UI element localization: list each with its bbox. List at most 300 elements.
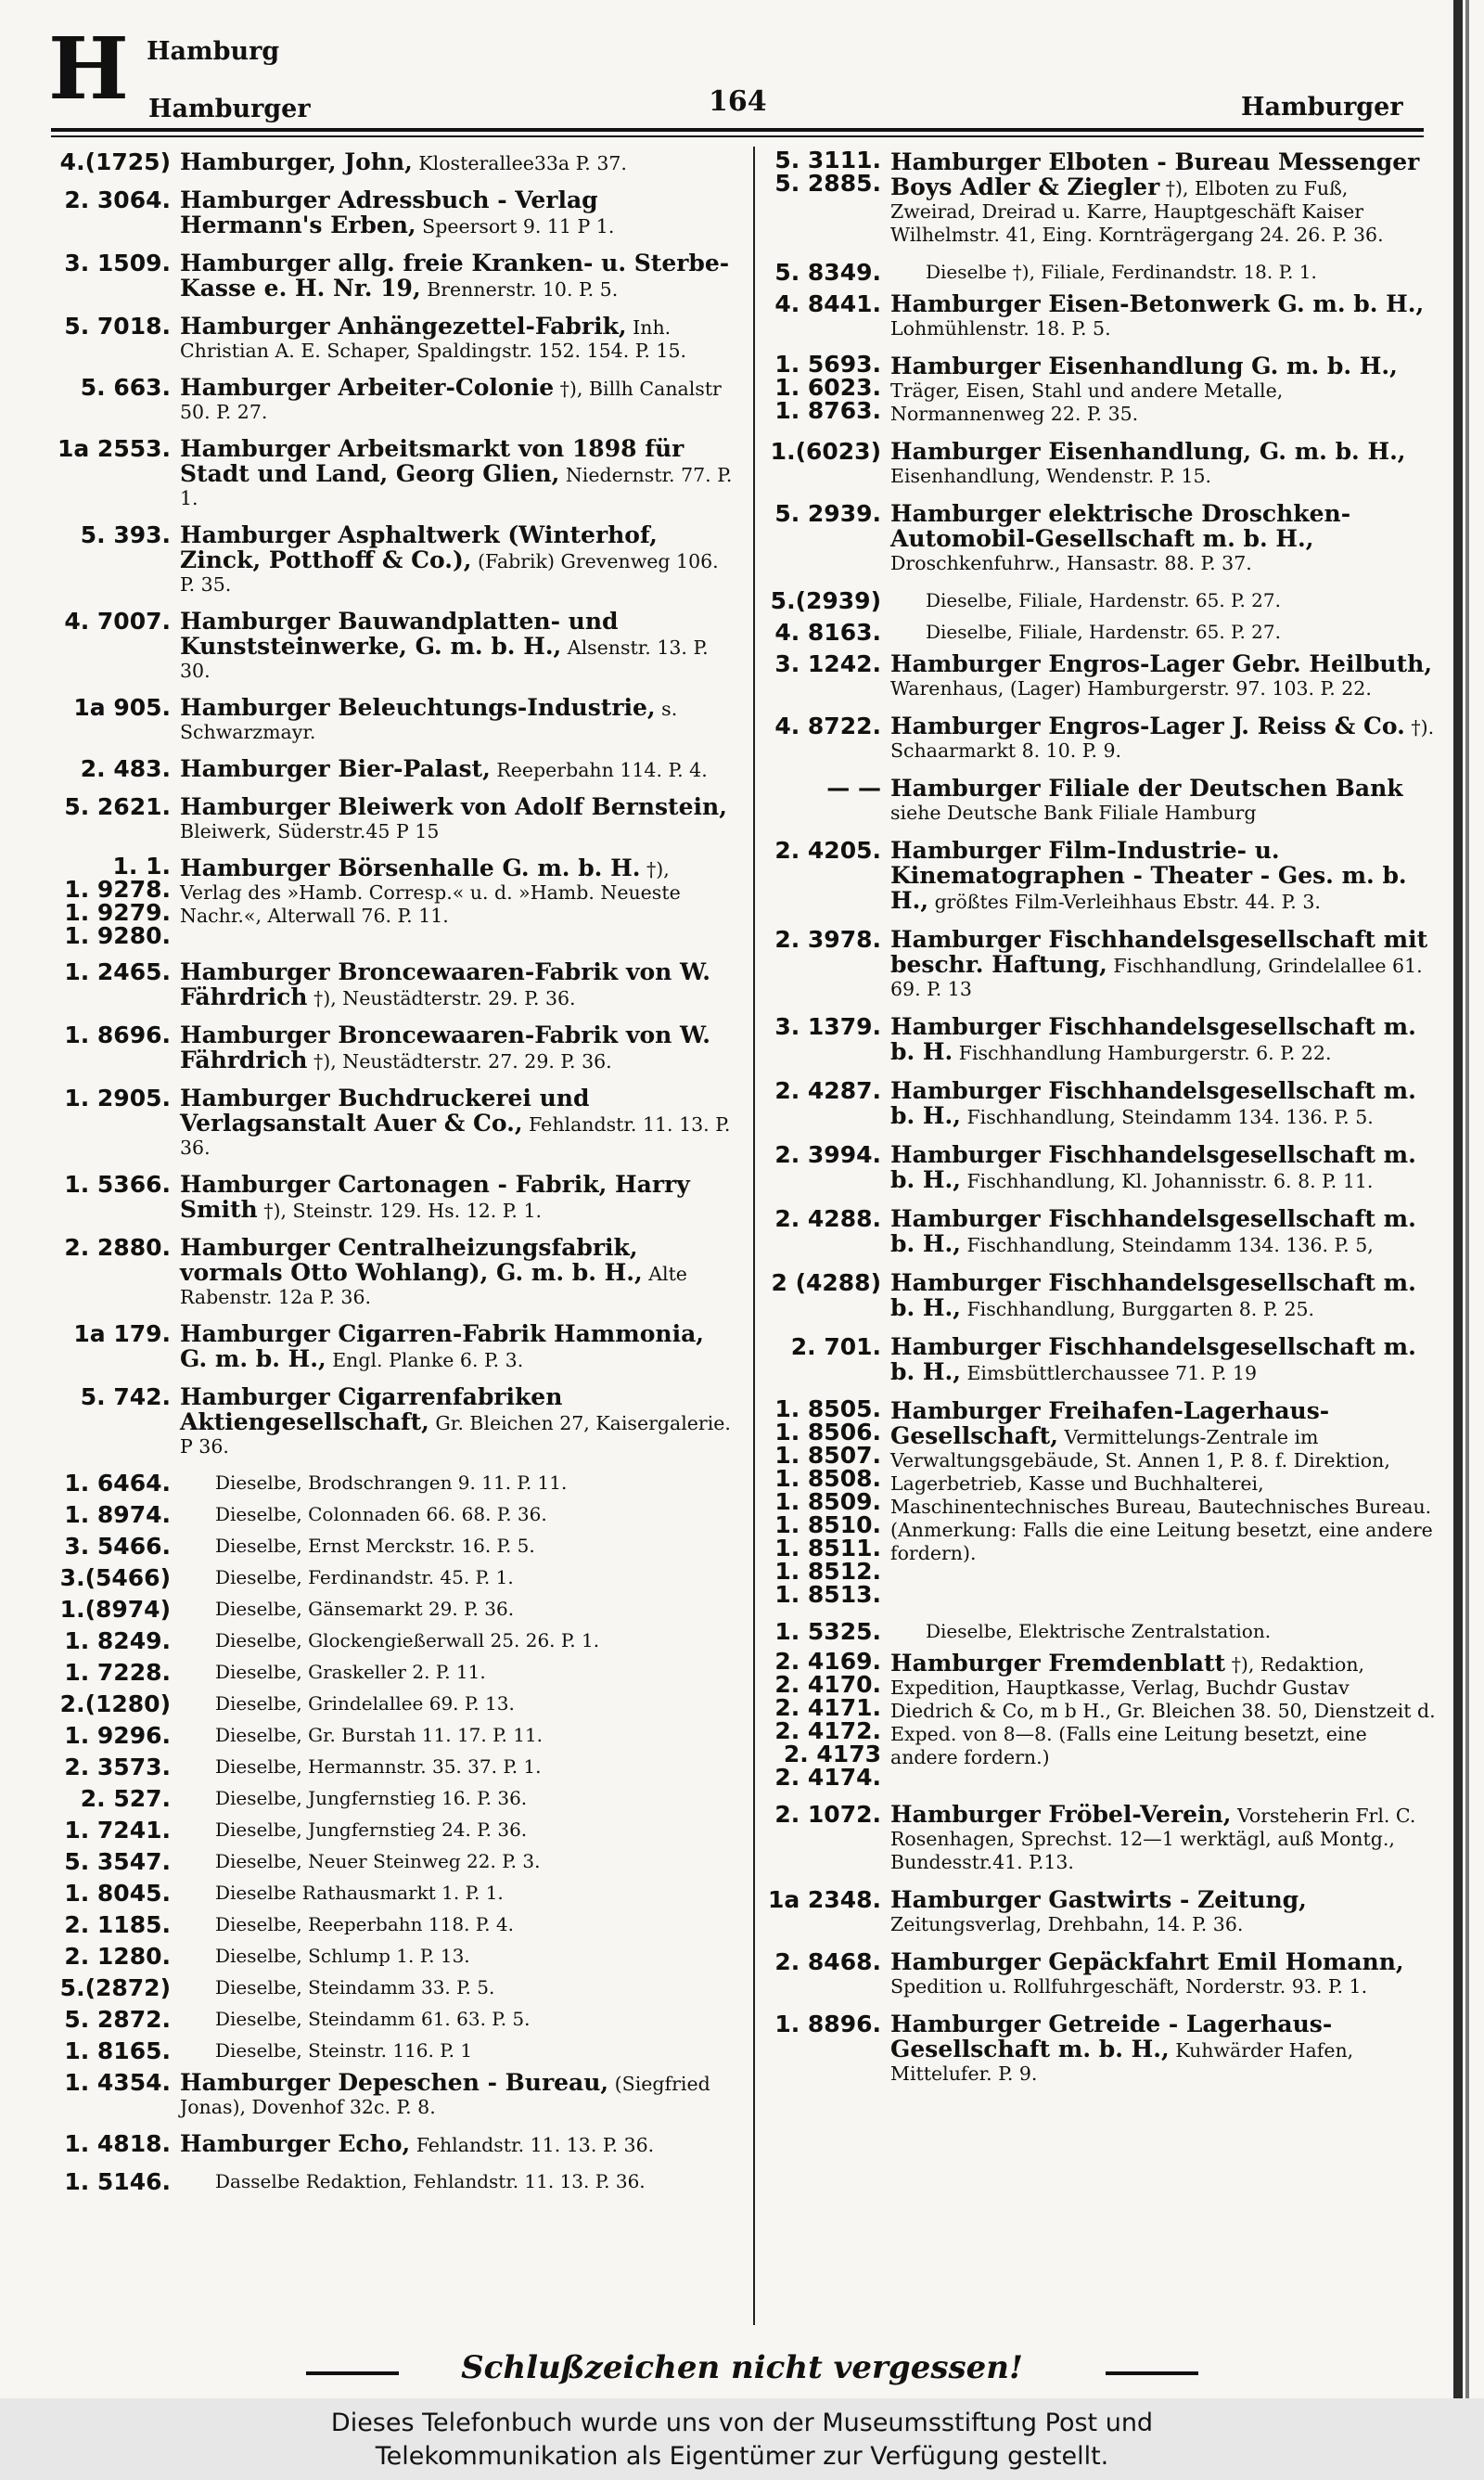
directory-entry: [48, 1943, 735, 1968]
phone-number: 4. 8163.: [774, 619, 881, 646]
entry-text: [215, 1470, 735, 1495]
entry-details: Dieselbe, Elektrische Zentralstation.: [926, 1620, 1272, 1642]
entry-details: Dieselbe, Steindamm 33. P. 5.: [215, 1976, 495, 1998]
phone-number: 5.(2939): [770, 587, 881, 614]
phone-number: 1. 4818.: [64, 2130, 171, 2157]
entry-name: Hamburger Fröbel-Verein,: [890, 1801, 1232, 1828]
entry-text: [180, 694, 735, 744]
entry-name: Hamburger Börsenhalle G. m. b. H.: [180, 855, 641, 881]
directory-entry: [48, 1022, 735, 1073]
phone-number: 1a 905.: [73, 694, 171, 721]
entry-details: siehe Deutsche Bank Filiale Hamburg: [890, 802, 1257, 824]
entry-details: Dieselbe, Ernst Merckstr. 16. P. 5.: [215, 1535, 535, 1557]
directory-entry: [48, 521, 735, 597]
entry-text: [180, 958, 735, 1010]
directory-entry: [759, 1205, 1436, 1257]
entry-name: Hamburger Cigarren-Fabrik Hammonia, G. m. b. H.,: [180, 1320, 704, 1372]
directory-entry: [48, 755, 735, 782]
entry-name: Hamburger Centralheizungsfabrik, vormals Otto Wohlang), G. m. b. H.,: [180, 1234, 643, 1286]
directory-entry: [48, 793, 735, 843]
header-place: Hamburg: [147, 37, 280, 66]
phone-number: 5. 8349.: [774, 259, 881, 286]
entry-text: [890, 1205, 1436, 1257]
phone-number: 3. 1379.: [774, 1013, 881, 1040]
phone-number: 1. 2465.: [64, 958, 171, 985]
entry-details: Dieselbe, Filiale, Hardenstr. 65. P. 27.: [926, 621, 1281, 643]
entry-details: Fehlandstr. 11. 13. P. 36.: [180, 1113, 731, 1159]
entry-text: [180, 313, 735, 363]
entry-name: Hamburger Fischhandelsgesellschaft m. b. H.: [890, 1013, 1416, 1065]
directory-entry: [759, 500, 1436, 575]
entry-text: [215, 1722, 735, 1747]
entry-details: Klosterallee33a P. 37.: [418, 152, 627, 174]
entry-text: [890, 1269, 1436, 1321]
directory-entry: [48, 855, 735, 947]
entry-name: Hamburger Eisen-Betonwerk G. m. b. H.,: [890, 290, 1425, 317]
entry-text: [890, 1948, 1436, 1998]
entry-name: Hamburger Bier-Palast,: [180, 755, 491, 782]
entry-text: [215, 2168, 735, 2193]
directory-entry: [48, 1848, 735, 1873]
directory-entry: [759, 259, 1436, 284]
entry-details: Inh. Christian A. E. Schaper, Spaldingstr. 152. 154. P. 15.: [180, 316, 687, 362]
entry-details: Droschkenfuhrw., Hansastr. 88. P. 37.: [890, 552, 1252, 574]
entry-text: [890, 1397, 1436, 1565]
entry-details: Reeperbahn 114. P. 4.: [496, 759, 708, 781]
entry-text: [180, 1171, 735, 1223]
directory-entry: [759, 713, 1436, 763]
right-column: [759, 148, 1436, 2098]
entry-name: Hamburger Engros-Lager Gebr. Heilbuth,: [890, 650, 1433, 677]
directory-entry: [759, 1650, 1436, 1789]
entry-details: Speersort 9. 11 P 1.: [422, 215, 615, 238]
directory-entry: [48, 1171, 735, 1223]
phone-number: 1. 8165.: [64, 2037, 171, 2064]
phone-number: 2. 527.: [80, 1785, 171, 1812]
entry-name: Hamburger allg. freie Kranken- u. Sterbe-Kasse e. H. Nr. 19,: [180, 250, 730, 302]
entry-details: Fehlandstr. 11. 13. P. 36.: [416, 2134, 655, 2156]
entry-name: Hamburger Elboten - Bureau Messenger Boys Adler & Ziegler: [890, 148, 1420, 200]
entry-text: [215, 1817, 735, 1842]
entry-details: Dieselbe, Gänsemarkt 29. P. 36.: [215, 1598, 515, 1620]
entry-name: Hamburger Eisenhandlung, G. m. b. H.,: [890, 438, 1406, 465]
entry-details: Dieselbe †), Filiale, Ferdinandstr. 18. P. 1.: [926, 261, 1317, 283]
entry-text: [180, 521, 735, 597]
directory-entry: [759, 353, 1436, 426]
entry-details: Dieselbe, Gr. Burstah 11. 17. P. 11.: [215, 1724, 544, 1746]
closing-reminder: Schlußzeichen nicht vergessen!: [461, 2349, 1023, 2386]
directory-entry: [759, 148, 1436, 247]
directory-entry: [48, 1785, 735, 1810]
phone-number: 4. 7007.: [64, 608, 171, 635]
directory-entry: [759, 1886, 1436, 1936]
entry-name: Hamburger Fischhandelsgesellschaft m. b. H.,: [890, 1333, 1416, 1385]
phone-number: 3. 1509.: [64, 250, 171, 276]
directory-entry: [759, 1269, 1436, 1321]
entry-details: Dieselbe, Ferdinandstr. 45. P. 1.: [215, 1566, 514, 1588]
entry-details: Dieselbe, Graskeller 2. P. 11.: [215, 1661, 486, 1683]
entry-name: Hamburger Fischhandelsgesellschaft m. b. H.,: [890, 1205, 1416, 1257]
entry-name: Hamburger, John,: [180, 148, 413, 175]
entry-details: Dieselbe Rathausmarkt 1. P. 1.: [215, 1882, 504, 1904]
page-edge-shadow-inner: [1465, 0, 1469, 2398]
directory-entry: [48, 1320, 735, 1372]
header-rule: [51, 128, 1424, 132]
entry-details: Dieselbe, Steindamm 61. 63. P. 5.: [215, 2008, 531, 2030]
entry-name: Hamburger Gepäckfahrt Emil Homann,: [890, 1948, 1404, 1975]
phone-number: 2. 483.: [80, 755, 171, 782]
phone-number: 1a 2553.: [57, 435, 171, 462]
directory-entry: [48, 1470, 735, 1495]
entry-details: Engl. Planke 6. P. 3.: [332, 1349, 524, 1371]
entry-details: Zeitungsverlag, Drehbahn, 14. P. 36.: [890, 1913, 1244, 1935]
phone-number: 1. 2905.: [64, 1085, 171, 1112]
phone-number: 2. 8468.: [774, 1948, 881, 1975]
entry-text: [890, 650, 1436, 700]
entry-details: Dieselbe, Jungfernstieg 16. P. 36.: [215, 1787, 528, 1809]
phone-number: 5. 663.: [80, 374, 171, 401]
directory-entry: [48, 250, 735, 302]
directory-entry: [759, 1141, 1436, 1193]
entry-text: [926, 1618, 1436, 1643]
entry-details: Fischhandlung, Kl. Johannisstr. 6. 8. P. 11.: [966, 1170, 1374, 1192]
phone-number: 3.(5466): [59, 1564, 171, 1591]
entry-details: (Siegfried Jonas), Dovenhof 32c. P. 8.: [180, 2073, 710, 2118]
entry-name: Hamburger Adressbuch - Verlag Hermann's Erben,: [180, 186, 598, 238]
entry-text: [890, 500, 1436, 575]
phone-number: 1. 1. 1. 9278. 1. 9279. 1. 9280.: [64, 853, 171, 949]
phone-number: 1. 5325.: [774, 1618, 881, 1645]
entry-text: [215, 1690, 735, 1715]
phone-number: 1.(6023): [770, 438, 881, 465]
phone-number: — —: [826, 775, 881, 802]
directory-entry: [48, 1234, 735, 1309]
phone-number: 5. 3111. 5. 2885.: [774, 147, 881, 197]
directory-entry: [759, 1333, 1436, 1385]
page-number: 164: [709, 85, 767, 118]
entry-details: †), Neustädterstr. 29. P. 36.: [313, 987, 576, 1009]
entry-name: Hamburger Arbeitsmarkt von 1898 für Stadt und Land, Georg Glien,: [180, 435, 684, 487]
phone-number: 4.(1725): [59, 148, 171, 175]
phone-number: 4. 8441.: [774, 290, 881, 317]
phone-number: 1. 8696.: [64, 1022, 171, 1048]
phone-number: 5. 2872.: [64, 2006, 171, 2033]
directory-entry: [759, 775, 1436, 825]
entry-name: Hamburger Cigarrenfabriken Aktiengesellschaft,: [180, 1383, 563, 1435]
phone-number: 2.(1280): [59, 1690, 171, 1717]
phone-number: 1. 7228.: [64, 1659, 171, 1686]
credit-line-1: Dieses Telefonbuch wurde uns von der Museumsstiftung Post und: [330, 2409, 1154, 2437]
phone-number: 2. 701.: [790, 1333, 881, 1360]
page-edge-shadow: [1453, 0, 1463, 2398]
phone-number: 2. 4287.: [774, 1077, 881, 1104]
entry-details: Fischhandlung Hamburgerstr. 6. P. 22.: [958, 1042, 1332, 1064]
phone-number: 2. 4205.: [774, 837, 881, 864]
entry-text: [890, 1650, 1436, 1769]
entry-name: Hamburger Beleuchtungs-Industrie,: [180, 694, 656, 721]
entry-details: †), Steinstr. 129. Hs. 12. P. 1.: [263, 1200, 542, 1222]
directory-entry: [48, 1690, 735, 1715]
phone-number: 4. 8722.: [774, 713, 881, 739]
entry-details: (Fabrik) Grevenweg 106. P. 35.: [180, 550, 719, 596]
entry-text: [890, 1333, 1436, 1385]
entry-text: [180, 755, 735, 782]
entry-text: [180, 1085, 735, 1160]
phone-number: 1. 9296.: [64, 1722, 171, 1749]
phone-number: 5.(2872): [59, 1974, 171, 2001]
entry-name: Hamburger Getreide - Lagerhaus-Gesellschaft m. b. H.,: [890, 2011, 1333, 2062]
directory-entry: [759, 438, 1436, 488]
entry-text: [215, 1501, 735, 1526]
entry-details: Spedition u. Rollfuhrgeschäft, Norderstr. 93. P. 1.: [890, 1975, 1368, 1998]
directory-entry: [48, 1383, 735, 1458]
entry-text: [180, 186, 735, 238]
entry-text: [180, 1022, 735, 1073]
phone-number: 1. 8045.: [64, 1880, 171, 1907]
entry-text: [215, 1754, 735, 1779]
entry-details: †), Neustädterstr. 27. 29. P. 36.: [313, 1050, 612, 1073]
entry-name: Hamburger Depeschen - Bureau,: [180, 2069, 609, 2096]
directory-entry: [48, 1627, 735, 1652]
directory-entry: [48, 2069, 735, 2119]
entry-details: Dieselbe, Hermannstr. 35. 37. P. 1.: [215, 1755, 542, 1778]
entry-name: Hamburger Echo,: [180, 2130, 411, 2157]
phone-number: 5. 2939.: [774, 500, 881, 527]
header-last-entry: Hamburger: [1241, 93, 1403, 122]
phone-number: 2. 3994.: [774, 1141, 881, 1168]
directory-entry: [48, 2130, 735, 2157]
directory-entry: [48, 313, 735, 363]
entry-name: Hamburger Engros-Lager J. Reiss & Co.: [890, 713, 1405, 739]
entry-text: [215, 1785, 735, 1810]
entry-details: Brennerstr. 10. P. 5.: [427, 278, 619, 301]
phone-number: 1. 8249.: [64, 1627, 171, 1654]
phone-number: 2. 4169. 2. 4170. 2. 4171. 2. 4172. 2. 4173 2. 4174.: [774, 1648, 881, 1791]
directory-entry: [48, 1085, 735, 1160]
phone-number: 1. 8896.: [774, 2011, 881, 2037]
entry-details: Dieselbe, Steinstr. 116. P. 1: [215, 2039, 473, 2062]
entry-details: Alte Rabenstr. 12a P. 36.: [180, 1263, 687, 1308]
entry-text: [215, 1596, 735, 1621]
entry-details: Lohmühlenstr. 18. P. 5.: [890, 317, 1111, 340]
entry-text: [890, 1141, 1436, 1193]
phone-number: 1. 7241.: [64, 1817, 171, 1844]
entry-details: Dieselbe, Neuer Steinweg 22. P. 3.: [215, 1850, 541, 1872]
directory-entry: [48, 1974, 735, 1999]
directory-entry: [759, 1801, 1436, 1874]
directory-entry: [48, 2037, 735, 2062]
entry-name: Hamburger Bauwandplatten- und Kunststeinwerke, G. m. b. H.,: [180, 608, 619, 660]
entry-details: †), Verlag des »Hamb. Corresp.« u. d. »Hamb. Neueste Nachr.«, Alterwall 76. P. 11.: [180, 858, 681, 927]
entry-details: Kuhwärder Hafen, Mittelufer. P. 9.: [890, 2039, 1354, 2085]
entry-text: [215, 2037, 735, 2062]
phone-number: 1a 2348.: [767, 1886, 881, 1913]
entry-details: †). Schaarmarkt 8. 10. P. 9.: [890, 716, 1435, 762]
phone-number: 5. 7018.: [64, 313, 171, 340]
entry-text: [890, 353, 1436, 426]
directory-entry: [48, 1564, 735, 1589]
directory-entry: [759, 2011, 1436, 2086]
entry-text: [215, 2006, 735, 2031]
phone-number: 1. 6464.: [64, 1470, 171, 1497]
entry-text: [180, 793, 735, 843]
directory-entry: [48, 2006, 735, 2031]
phone-number: 1. 8505. 1. 8506. 1. 8507. 1. 8508. 1. 8509. 1. 8510. 1. 8511. 1. 8512. 1. 8513.: [774, 1395, 881, 1608]
entry-name: Hamburger Broncewaaren-Fabrik von W. Fährdrich: [180, 1022, 710, 1073]
entry-text: [180, 608, 735, 683]
entry-name: Hamburger Bleiwerk von Adolf Bernstein,: [180, 793, 727, 820]
directory-entry: [48, 374, 735, 424]
entry-details: Niedernstr. 77. P. 1.: [180, 464, 733, 509]
entry-details: Dieselbe, Grindelallee 69. P. 13.: [215, 1692, 515, 1715]
directory-entry: [48, 1880, 735, 1905]
phone-number: 3. 1242.: [774, 650, 881, 677]
entry-name: Hamburger elektrische Droschken-Automobil-Gesellschaft m. b. H.,: [890, 500, 1351, 552]
directory-entry: [759, 837, 1436, 914]
entry-details: Dieselbe, Colonnaden 66. 68. P. 36.: [215, 1503, 547, 1525]
phone-number: 3. 5466.: [64, 1533, 171, 1560]
entry-text: [180, 1320, 735, 1372]
phone-number: 1. 8974.: [64, 1501, 171, 1528]
entry-details: Fischhandlung, Grindelallee 61. 69. P. 13: [890, 955, 1423, 1000]
entry-name: Hamburger Cartonagen - Fabrik, Harry Smith: [180, 1171, 690, 1223]
entry-details: Dieselbe, Glockengießerwall 25. 26. P. 1.: [215, 1629, 600, 1651]
phone-number: 2. 2880.: [64, 1234, 171, 1261]
entry-details: Träger, Eisen, Stahl und andere Metalle, Normannenweg 22. P. 35.: [890, 379, 1284, 425]
section-letter: H: [48, 19, 129, 119]
entry-details: †), Elboten zu Fuß, Zweirad, Dreirad u. Karre, Hauptgeschäft Kaiser Wilhelmstr. 41, Eing. Kornträgergang 24. 26. P. 36.: [890, 177, 1384, 246]
entry-text: [180, 148, 735, 175]
entry-details: Dieselbe, Schlump 1. P. 13.: [215, 1945, 470, 1967]
entry-text: [890, 1013, 1436, 1065]
phone-number: 2. 1185.: [64, 1911, 171, 1938]
entry-details: Vorsteherin Frl. C. Rosenhagen, Sprechst. 12—1 werktägl, auß Montg., Bundesstr.41. P.13.: [890, 1805, 1416, 1873]
entry-text: [180, 374, 735, 424]
phone-number: 1. 5146.: [64, 2168, 171, 2195]
entry-text: [215, 1974, 735, 1999]
entry-text: [890, 1801, 1436, 1874]
directory-entry: [48, 1754, 735, 1779]
left-column: [48, 148, 735, 2200]
entry-text: [890, 926, 1436, 1001]
entry-details: Dieselbe, Filiale, Hardenstr. 65. P. 27.: [926, 589, 1281, 611]
phone-number: 1. 5693. 1. 6023. 1. 8763.: [774, 351, 881, 424]
header-rule-thin: [51, 135, 1424, 137]
entry-name: Hamburger Buchdruckerei und Verlagsanstalt Auer & Co.,: [180, 1085, 590, 1137]
entry-details: Gr. Bleichen 27, Kaisergalerie. P 36.: [180, 1412, 731, 1458]
entry-text: [215, 1533, 735, 1558]
entry-name: Hamburger Arbeiter-Colonie: [180, 374, 555, 401]
directory-entry: [48, 1596, 735, 1621]
directory-entry: [48, 1533, 735, 1558]
directory-entry: [759, 1077, 1436, 1129]
entry-text: [180, 2130, 735, 2157]
entry-text: [215, 1943, 735, 1968]
entry-text: [890, 148, 1436, 247]
entry-text: [890, 1077, 1436, 1129]
entry-name: Hamburger Fischhandelsgesellschaft m. b. H.,: [890, 1269, 1416, 1321]
phone-number: 1. 4354.: [64, 2069, 171, 2096]
phone-number: 2 (4288): [771, 1269, 881, 1296]
entry-text: [215, 1627, 735, 1652]
phone-number: 2. 1280.: [64, 1943, 171, 1970]
entry-details: Fischhandlung, Steindamm 134. 136. P. 5.: [966, 1106, 1374, 1128]
entry-text: [215, 1848, 735, 1873]
directory-entry: [48, 1722, 735, 1747]
entry-text: [890, 837, 1436, 914]
directory-entry: [48, 694, 735, 744]
entry-text: [890, 775, 1436, 825]
entry-name: Hamburger Freihafen-Lagerhaus-Gesellschaft,: [890, 1397, 1330, 1449]
entry-text: [890, 1886, 1436, 1936]
directory-entry: [759, 587, 1436, 612]
entry-details: größtes Film-Verleihhaus Ebstr. 44. P. 3.: [934, 891, 1321, 913]
entry-name: Hamburger Fischhandelsgesellschaft m. b. H.,: [890, 1077, 1416, 1129]
entry-text: [890, 2011, 1436, 2086]
directory-entry: [759, 619, 1436, 644]
directory-entry: [48, 958, 735, 1010]
entry-details: †), Billh Canalstr 50. P. 27.: [180, 378, 722, 423]
entry-details: Fischhandlung, Burggarten 8. P. 25.: [966, 1298, 1315, 1320]
phone-number: 2. 3573.: [64, 1754, 171, 1780]
entry-details: s. Schwarzmayr.: [180, 698, 678, 743]
entry-details: †), Redaktion, Expedition, Hauptkasse, Verlag, Buchdr Gustav Diedrich & Co, m b H., Gr. Bleichen 38. 50, Dienstzeit d. Exped. von 8—8. (Falls eine Leitung besetzt, eine andere fordern.): [890, 1653, 1436, 1768]
phone-number: 1.(8974): [59, 1596, 171, 1623]
header-first-entry: Hamburger: [148, 95, 311, 123]
credit-line-2: Telekommunikation als Eigentümer zur Verfügung gestellt.: [375, 2442, 1109, 2471]
entry-name: Hamburger Asphaltwerk (Winterhof, Zinck, Potthoff & Co.),: [180, 521, 658, 573]
credit-banner: [0, 2398, 1484, 2480]
entry-text: [926, 259, 1436, 284]
phone-number: 2. 4288.: [774, 1205, 881, 1232]
entry-text: [180, 1234, 735, 1309]
entry-text: [926, 619, 1436, 644]
entry-name: Hamburger Broncewaaren-Fabrik von W. Fährdrich: [180, 958, 710, 1010]
entry-text: [215, 1659, 735, 1684]
directory-entry: [48, 608, 735, 683]
entry-details: Eimsbüttlerchaussee 71. P. 19: [966, 1362, 1258, 1384]
phone-number: 1. 5366.: [64, 1171, 171, 1198]
phone-number: 5. 393.: [80, 521, 171, 548]
column-divider: [753, 147, 755, 2325]
directory-entry: [48, 2168, 735, 2193]
entry-text: [180, 435, 735, 510]
entry-text: [890, 713, 1436, 763]
entry-details: Alsenstr. 13. P. 30.: [180, 636, 709, 682]
phone-number: 2. 3064.: [64, 186, 171, 213]
directory-entry: [759, 1948, 1436, 1998]
entry-text: [890, 290, 1436, 341]
directory-entry: [759, 650, 1436, 700]
directory-entry: [48, 1911, 735, 1936]
directory-entry: [759, 1397, 1436, 1606]
entry-text: [215, 1911, 735, 1936]
entry-name: Hamburger Eisenhandlung G. m. b. H.,: [890, 353, 1398, 379]
entry-details: Vermittelungs-Zentrale im Verwaltungsgebäude, St. Annen 1, P. 8. f. Direktion, Lagerbetrieb, Kasse und Buchhalterei, Maschinentechnisches Bureau, Bautechnisches Bureau. (Anmerkung: Falls die eine Leitung besetzt, eine andere fordern).: [890, 1426, 1433, 1564]
entry-name: Hamburger Fischhandelsgesellschaft mit beschr. Haftung,: [890, 926, 1428, 978]
directory-entry: [48, 148, 735, 175]
entry-name: Hamburger Anhängezettel-Fabrik,: [180, 313, 627, 340]
entry-details: Warenhaus, (Lager) Hamburgerstr. 97. 103. P. 22.: [890, 677, 1372, 700]
phone-number: 1a 179.: [73, 1320, 171, 1347]
directory-entry: [759, 1013, 1436, 1065]
entry-name: Hamburger Fischhandelsgesellschaft m. b. H.,: [890, 1141, 1416, 1193]
entry-details: Dieselbe, Jungfernstieg 24. P. 36.: [215, 1818, 528, 1841]
entry-details: Dieselbe, Brodschrangen 9. 11. P. 11.: [215, 1471, 568, 1494]
entry-details: Dasselbe Redaktion, Fehlandstr. 11. 13. P. 36.: [215, 2170, 646, 2192]
entry-details: Dieselbe, Reeperbahn 118. P. 4.: [215, 1913, 514, 1935]
directory-entry: [48, 1817, 735, 1842]
